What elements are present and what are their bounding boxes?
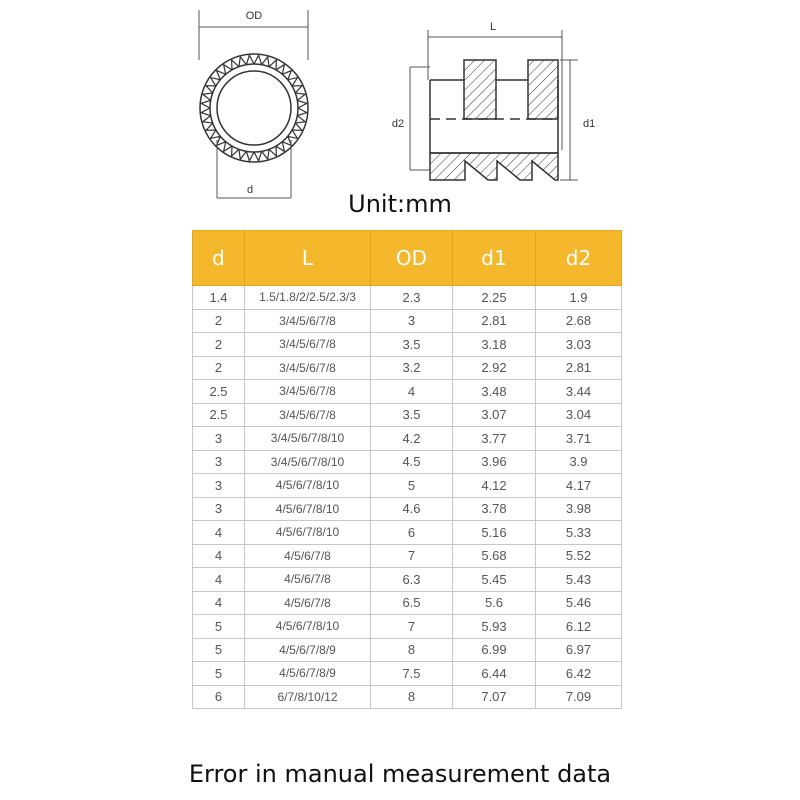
table-row bbox=[193, 638, 622, 662]
cell-d1: 2.25 bbox=[453, 286, 536, 310]
cell-d2: 5.33 bbox=[536, 521, 622, 545]
table-row bbox=[193, 521, 622, 545]
cell-d: 2 bbox=[193, 309, 245, 333]
cell-od: 6.3 bbox=[371, 568, 453, 592]
cell-l: 3/4/5/6/7/8 bbox=[245, 380, 371, 404]
cell-od: 6 bbox=[371, 521, 453, 545]
cell-l: 3/4/5/6/7/8/10 bbox=[245, 427, 371, 451]
cell-d2: 1.9 bbox=[536, 286, 622, 310]
table-row bbox=[193, 403, 622, 427]
cell-od: 6.5 bbox=[371, 591, 453, 615]
table-row bbox=[193, 333, 622, 357]
cell-d: 3 bbox=[193, 427, 245, 451]
cell-d1: 5.68 bbox=[453, 544, 536, 568]
cell-l: 3/4/5/6/7/8/10 bbox=[245, 450, 371, 474]
cell-od: 5 bbox=[371, 474, 453, 498]
cell-d2: 3.03 bbox=[536, 333, 622, 357]
cell-od: 3.5 bbox=[371, 403, 453, 427]
cell-d: 5 bbox=[193, 638, 245, 662]
cell-l: 6/7/8/10/12 bbox=[245, 685, 371, 709]
cell-l: 4/5/6/7/8 bbox=[245, 544, 371, 568]
header-l: L bbox=[245, 231, 371, 286]
cell-od: 7 bbox=[371, 544, 453, 568]
cell-d: 4 bbox=[193, 591, 245, 615]
cell-d2: 3.71 bbox=[536, 427, 622, 451]
cell-l: 4/5/6/7/8 bbox=[245, 591, 371, 615]
cell-d2: 3.98 bbox=[536, 497, 622, 521]
table-row bbox=[193, 450, 622, 474]
cell-d: 3 bbox=[193, 497, 245, 521]
cell-d2: 2.68 bbox=[536, 309, 622, 333]
cell-d: 2 bbox=[193, 333, 245, 357]
cell-d2: 7.09 bbox=[536, 685, 622, 709]
cell-d2: 5.43 bbox=[536, 568, 622, 592]
cell-od: 4 bbox=[371, 380, 453, 404]
cell-d1: 3.07 bbox=[453, 403, 536, 427]
d2-dimension-label: d2 bbox=[391, 118, 405, 130]
cell-d1: 2.92 bbox=[453, 356, 536, 380]
table-row bbox=[193, 286, 622, 310]
cell-d2: 3.9 bbox=[536, 450, 622, 474]
cell-od: 8 bbox=[371, 638, 453, 662]
cell-l: 4/5/6/7/8 bbox=[245, 568, 371, 592]
cell-od: 4.5 bbox=[371, 450, 453, 474]
side-view-diagram bbox=[392, 21, 595, 180]
table-row bbox=[193, 685, 622, 709]
cell-d: 1.4 bbox=[193, 286, 245, 310]
cell-d: 2.5 bbox=[193, 403, 245, 427]
cell-od: 3.5 bbox=[371, 333, 453, 357]
cell-d: 3 bbox=[193, 450, 245, 474]
cell-od: 7 bbox=[371, 615, 453, 639]
cell-l: 4/5/6/7/8/10 bbox=[245, 497, 371, 521]
cell-od: 2.3 bbox=[371, 286, 453, 310]
table-row bbox=[193, 497, 622, 521]
cell-d: 2 bbox=[193, 356, 245, 380]
spec-table bbox=[192, 230, 622, 709]
cell-d1: 5.6 bbox=[453, 591, 536, 615]
cell-od: 4.6 bbox=[371, 497, 453, 521]
cell-l: 3/4/5/6/7/8 bbox=[245, 309, 371, 333]
technical-diagrams bbox=[0, 0, 800, 200]
cell-od: 4.2 bbox=[371, 427, 453, 451]
cell-l: 3/4/5/6/7/8 bbox=[245, 333, 371, 357]
table-header-row bbox=[193, 231, 622, 286]
cell-d2: 5.52 bbox=[536, 544, 622, 568]
cell-l: 4/5/6/7/8/9 bbox=[245, 662, 371, 686]
cell-l: 3/4/5/6/7/8 bbox=[245, 356, 371, 380]
header-d2: d2 bbox=[536, 231, 622, 286]
cell-d1: 4.12 bbox=[453, 474, 536, 498]
top-view-diagram bbox=[199, 10, 308, 198]
table-row bbox=[193, 544, 622, 568]
table-row bbox=[193, 568, 622, 592]
cell-l: 4/5/6/7/8/10 bbox=[245, 521, 371, 545]
cell-d1: 3.48 bbox=[453, 380, 536, 404]
unit-label: Unit:mm bbox=[348, 190, 452, 218]
cell-l: 4/5/6/7/8/10 bbox=[245, 474, 371, 498]
cell-d: 4 bbox=[193, 568, 245, 592]
cell-d: 3 bbox=[193, 474, 245, 498]
cell-d2: 6.42 bbox=[536, 662, 622, 686]
cell-d1: 6.44 bbox=[453, 662, 536, 686]
table-row bbox=[193, 662, 622, 686]
d1-dimension-label: d1 bbox=[583, 118, 596, 130]
table-row bbox=[193, 427, 622, 451]
cell-d2: 3.04 bbox=[536, 403, 622, 427]
cell-od: 3 bbox=[371, 309, 453, 333]
cell-d: 6 bbox=[193, 685, 245, 709]
cell-d2: 3.44 bbox=[536, 380, 622, 404]
cell-d1: 5.45 bbox=[453, 568, 536, 592]
cell-d1: 6.99 bbox=[453, 638, 536, 662]
cell-od: 7.5 bbox=[371, 662, 453, 686]
table-row bbox=[193, 615, 622, 639]
cell-d1: 3.78 bbox=[453, 497, 536, 521]
cell-d1: 3.77 bbox=[453, 427, 536, 451]
l-dimension-label: L bbox=[489, 21, 497, 33]
cell-d2: 5.46 bbox=[536, 591, 622, 615]
cell-l: 4/5/6/7/8/9 bbox=[245, 638, 371, 662]
cell-d: 4 bbox=[193, 521, 245, 545]
cell-od: 8 bbox=[371, 685, 453, 709]
cell-od: 3.2 bbox=[371, 356, 453, 380]
cell-l: 1.5/1.8/2/2.5/2.3/3 bbox=[245, 286, 371, 310]
table-body bbox=[193, 286, 622, 709]
cell-d1: 3.18 bbox=[453, 333, 536, 357]
cell-d1: 3.96 bbox=[453, 450, 536, 474]
header-d: d bbox=[193, 231, 245, 286]
cell-d1: 2.81 bbox=[453, 309, 536, 333]
cell-d: 5 bbox=[193, 662, 245, 686]
diagram-svg bbox=[0, 0, 800, 200]
cell-l: 3/4/5/6/7/8 bbox=[245, 403, 371, 427]
table-row bbox=[193, 474, 622, 498]
cell-d1: 5.93 bbox=[453, 615, 536, 639]
od-dimension-label: OD bbox=[245, 10, 263, 22]
cell-d1: 5.16 bbox=[453, 521, 536, 545]
table-row bbox=[193, 380, 622, 404]
cell-d2: 4.17 bbox=[536, 474, 622, 498]
header-d1: d1 bbox=[453, 231, 536, 286]
header-od: OD bbox=[371, 231, 453, 286]
cell-d: 4 bbox=[193, 544, 245, 568]
footer-note: Error in manual measurement data bbox=[188, 760, 612, 788]
cell-d2: 6.97 bbox=[536, 638, 622, 662]
cell-d: 5 bbox=[193, 615, 245, 639]
cell-d2: 6.12 bbox=[536, 615, 622, 639]
table-row bbox=[193, 356, 622, 380]
cell-l: 4/5/6/7/8/10 bbox=[245, 615, 371, 639]
d-dimension-label: d bbox=[246, 184, 254, 196]
cell-d2: 2.81 bbox=[536, 356, 622, 380]
table-row bbox=[193, 591, 622, 615]
cell-d1: 7.07 bbox=[453, 685, 536, 709]
table-row bbox=[193, 309, 622, 333]
cell-d: 2.5 bbox=[193, 380, 245, 404]
